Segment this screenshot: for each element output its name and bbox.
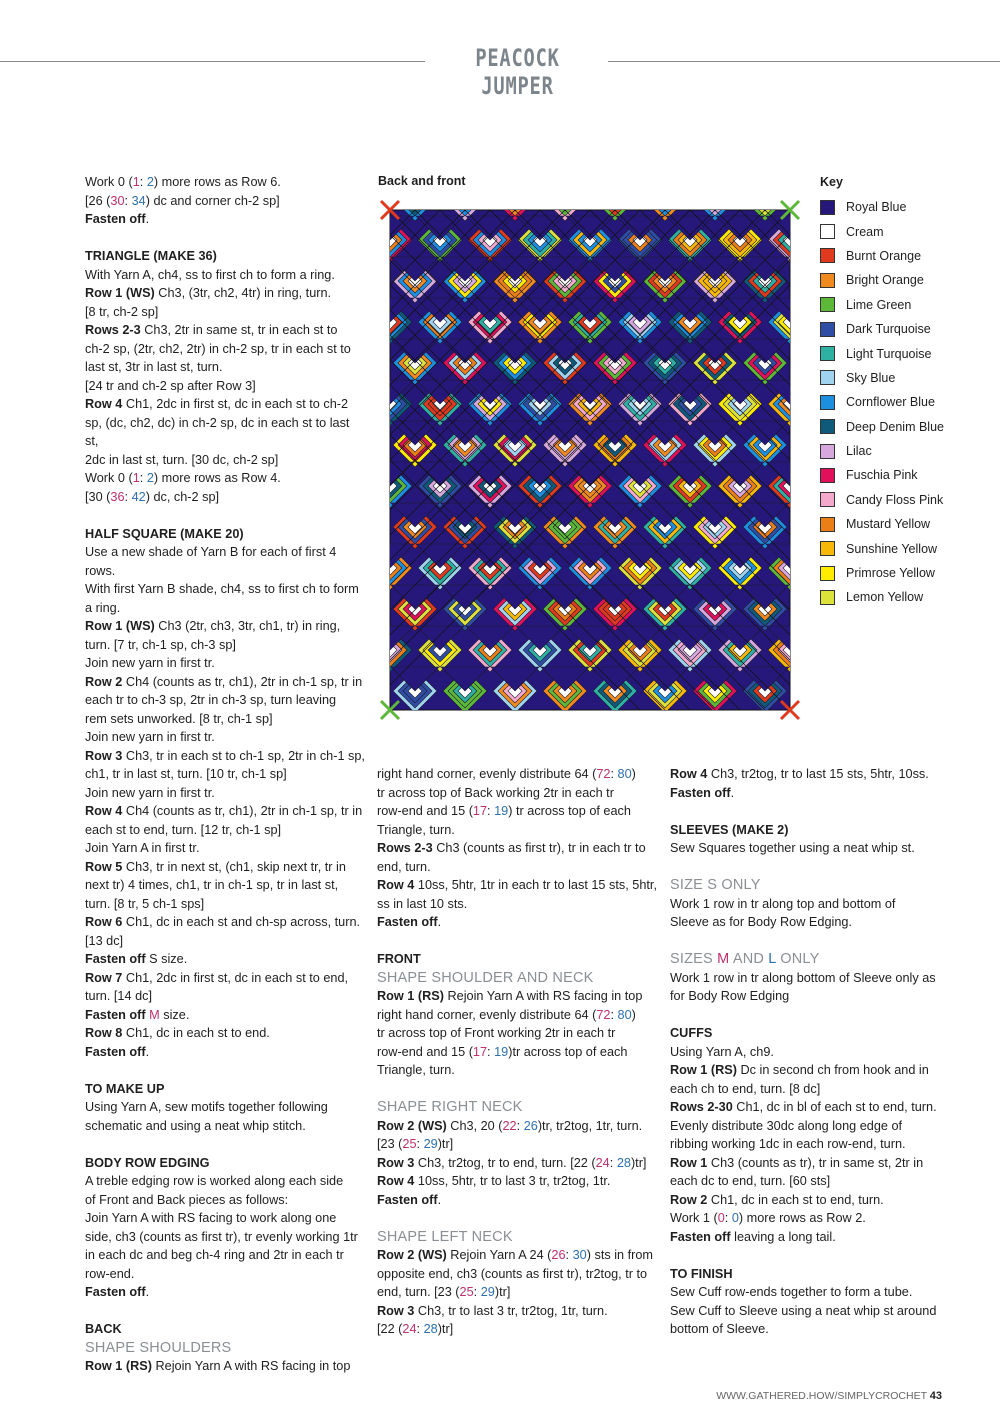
- chart-motif-triangle: [791, 503, 804, 527]
- subheading-shape-right-neck: SHAPE RIGHT NECK: [377, 1099, 523, 1115]
- key-item: [820, 219, 944, 243]
- chart-motif-band: [798, 510, 804, 544]
- section-heading-body-row-edging: BODY ROW EDGING: [85, 1155, 210, 1170]
- chart-motif-band: [376, 346, 382, 380]
- text-line: Row 4 Ch4 (counts as tr, ch1), 2tr in ch-1 sp, tr in: [85, 804, 363, 818]
- text-line: With Yarn A, ch4, ss to first ch to form a ring.: [85, 267, 335, 282]
- chart-motif-band: [803, 679, 804, 703]
- text-line: in each dc and beg ch-4 ring and 2tr in each tr: [85, 1248, 344, 1262]
- chart-motif-band: [458, 196, 472, 206]
- chart-motif-triangle: [541, 196, 589, 199]
- text-line: Row 1 (RS) Rejoin Yarn A with RS facing in top: [377, 989, 643, 1003]
- key-label: Sky Blue: [846, 370, 896, 385]
- chart-motif-band: [798, 346, 804, 380]
- text-line: Fasten off M size.: [85, 1007, 190, 1022]
- chart-motif-band: [798, 196, 804, 216]
- key-swatch: [820, 395, 835, 410]
- key-label: Mustard Yellow: [846, 517, 931, 532]
- text-line: Rows 2-3 Ch3, 2tr in same st, tr in each st to: [85, 323, 338, 337]
- text-line: turn. [8 tr, 5 ch-1 sps]: [85, 896, 205, 911]
- chart-motif-band: [803, 351, 804, 375]
- chart-motif-band: [753, 196, 777, 211]
- key-item: [820, 317, 944, 341]
- chart-motif-band: [798, 428, 804, 462]
- section-heading-sleeves: SLEEVES (MAKE 2): [670, 822, 789, 837]
- section-heading-cuffs: CUFFS: [670, 1026, 713, 1040]
- text-line: Sew Cuff to Sleeve using a neat whip st around: [670, 1303, 937, 1318]
- chart-motif-band: [793, 505, 804, 549]
- text-line: for Body Row Edging: [670, 989, 790, 1003]
- text-line: right hand corner, evenly distribute 64 (72: 80): [377, 767, 636, 781]
- text-line: [23 (25: 29)tr]: [377, 1137, 454, 1151]
- fasten-off: Fasten off.: [377, 1192, 442, 1207]
- text-line: Join new yarn in first tr.: [85, 656, 215, 670]
- key-item: [820, 561, 944, 585]
- page-title: PEACOCK JUMPER: [475, 44, 560, 100]
- text-line: Row 4 10ss, 5htr, tr to last 3 tr, tr2tog, 1tr.: [377, 1174, 611, 1188]
- chart-motif-band: [376, 351, 377, 375]
- chart-motif-triangle: [791, 421, 804, 445]
- chart-motif-triangle: [376, 339, 389, 363]
- key-swatch: [820, 224, 835, 239]
- chart-motif-band: [803, 515, 804, 539]
- chart-motif-band: [376, 515, 377, 539]
- chart-motif-band: [658, 196, 672, 206]
- text-line: each ch to end, turn. [8 dc]: [670, 1081, 821, 1096]
- fasten-off: Fasten off.: [85, 1285, 150, 1299]
- key-label: Primrose Yellow: [846, 566, 935, 581]
- chart-motif-triangle: [741, 196, 789, 199]
- text-line: Work 1 row in tr along top and bottom of: [670, 896, 896, 911]
- text-line: Row 2 Ch4 (counts as tr, ch1), 2tr in ch-1 sp, tr in: [85, 674, 363, 689]
- section-heading-to-finish: TO FINISH: [670, 1266, 733, 1281]
- section-heading-half-square: HALF SQUARE (MAKE 20): [85, 526, 244, 541]
- text-line: turn. [14 dc]: [85, 989, 152, 1003]
- chart-motif-band: [503, 196, 527, 211]
- footer: [716, 1390, 942, 1402]
- text-line: Join new yarn in first tr.: [85, 785, 215, 800]
- key-swatch: [820, 346, 835, 361]
- text-line: Row 6 Ch1, dc in each st and ch-sp across, turn.: [85, 915, 361, 929]
- chart-motif-band: [558, 196, 572, 206]
- chart-grid-line: [376, 210, 390, 710]
- text-line: Use a new shade of Yarn B for each of first 4 rows.: [85, 545, 337, 578]
- text-line: end, turn.: [377, 859, 431, 874]
- text-line: Work 0 (1: 2) more rows as Row 6.: [85, 175, 281, 189]
- text-line: [8 tr, ch-2 sp]: [85, 304, 159, 319]
- chart-motif-band: [376, 423, 387, 467]
- text-line: Fasten off S size.: [85, 952, 188, 966]
- text-line: Row 5 Ch3, tr in next st, (ch1, skip next tr, tr in: [85, 859, 346, 874]
- chart-motif-band: [803, 196, 804, 211]
- text-line: Rows 2-3 Ch3 (counts as first tr), tr in each tr to: [377, 841, 646, 855]
- chart-motif-band: [793, 423, 804, 467]
- key-swatch: [820, 297, 835, 312]
- text-line: rem sets unworked. [8 tr, ch-1 sp]: [85, 711, 273, 726]
- column-1: [85, 173, 365, 1376]
- chart-motif-band: [376, 196, 382, 216]
- text-line: [13 dc]: [85, 933, 124, 948]
- key-item: [820, 415, 944, 439]
- text-line: turn. [7 tr, ch-1 sp, ch-3 sp]: [85, 637, 236, 652]
- text-line: Sleeve as for Body Row Edging.: [670, 915, 852, 929]
- chart-motif-band: [793, 341, 804, 385]
- key-label: Burnt Orange: [846, 248, 922, 263]
- chart-motif-band: [376, 341, 387, 385]
- fasten-off: Fasten off.: [377, 915, 442, 929]
- text-line: Row 7 Ch1, 2dc in first st, dc in each st to end,: [85, 970, 349, 985]
- key-label: Bright Orange: [846, 273, 924, 288]
- text-line: [24 tr and ch-2 sp after Row 3]: [85, 378, 256, 393]
- key-label: Light Turquoise: [846, 346, 932, 361]
- colour-key: [820, 175, 944, 610]
- key-label: Dark Turquoise: [846, 322, 931, 337]
- chart-motif-band: [376, 510, 382, 544]
- chart-motif-band: [376, 505, 387, 549]
- key-item: [820, 512, 944, 536]
- text-line: each dc to end, turn. [60 sts]: [670, 1174, 831, 1188]
- text-line: bottom of Sleeve.: [670, 1322, 769, 1336]
- chart-motif-band: [758, 196, 772, 206]
- chart-motif-triangle: [376, 421, 389, 445]
- key-label: Sunshine Yellow: [846, 541, 938, 556]
- text-line: ss in last 10 sts.: [377, 896, 468, 911]
- key-label: Candy Floss Pink: [846, 492, 944, 507]
- chart-motif-triangle: [791, 585, 804, 609]
- key-swatch: [820, 444, 835, 459]
- text-line: Row 1 (WS) Ch3 (2tr, ch3, 3tr, ch1, tr) in ring,: [85, 619, 341, 633]
- text-line: Using Yarn A, ch9.: [670, 1044, 774, 1059]
- text-line: each tr to ch-3 sp, 2tr in ch-3 sp, turn leaving: [85, 693, 337, 707]
- text-line: Row 1 (WS) Ch3, (3tr, ch2, 4tr) in ring, turn.: [85, 286, 332, 300]
- text-line: Join new yarn in first tr.: [85, 730, 215, 744]
- column-2: [377, 765, 662, 1339]
- key-item: [820, 244, 944, 268]
- text-line: ribbing working 1dc in each row-end, turn.: [670, 1137, 906, 1151]
- text-line: next tr) 4 times, ch1, tr in ch-1 sp, tr in last st,: [85, 878, 339, 892]
- key-item: [820, 195, 944, 219]
- subheading-shape-shoulder-neck: SHAPE SHOULDER AND NECK: [377, 969, 594, 986]
- text-line: Row 1 (RS) Rejoin Yarn A with RS facing in top: [85, 1359, 351, 1373]
- chart-grid-line: [790, 210, 804, 710]
- header-rule-left: [0, 61, 425, 62]
- text-line: right hand corner, evenly distribute 64 (72: 80): [377, 1007, 636, 1022]
- key-label: Royal Blue: [846, 200, 907, 215]
- text-line: each st to end, turn. [12 tr, ch-1 sp]: [85, 822, 282, 837]
- footer-url[interactable]: WWW.GATHERED.HOW/SIMPLYCROCHET: [716, 1390, 927, 1402]
- text-line: Using Yarn A, sew motifs together following: [85, 1100, 328, 1114]
- text-line: Work 1 (0: 0) more rows as Row 2.: [670, 1211, 866, 1225]
- chart-motif-band: [376, 587, 387, 631]
- text-line: Sew Cuff row-ends together to form a tube.: [670, 1285, 913, 1299]
- chart-motif-band: [708, 196, 722, 206]
- text-line: row-end and 15 (17: 19)tr across top of each: [377, 1044, 628, 1059]
- key-item: [820, 536, 944, 560]
- key-swatch: [820, 273, 835, 288]
- chart-motif-triangle: [376, 667, 389, 691]
- text-line: Work 1 row in tr along bottom of Sleeve only as: [670, 970, 936, 985]
- key-swatch: [820, 370, 835, 385]
- text-line: Rows 2-30 Ch1, dc in bl of each st to end, turn.: [670, 1100, 937, 1114]
- text-line: Sew Squares together using a neat whip st.: [670, 841, 915, 855]
- subheading-size-s: SIZE S ONLY: [670, 877, 761, 893]
- text-line: of Front and Back pieces as follows:: [85, 1192, 289, 1207]
- chart-motif-band: [798, 592, 804, 626]
- text-line: Fasten off leaving a long tail.: [670, 1229, 836, 1244]
- chart-title: Back and front: [378, 174, 466, 188]
- chart-motif-band: [603, 196, 627, 211]
- text-line: Triangle, turn.: [377, 1063, 455, 1077]
- back-and-front-chart: [376, 196, 804, 724]
- key-label: Fuschia Pink: [846, 468, 918, 483]
- chart-motif-band: [376, 259, 387, 303]
- key-swatch: [820, 590, 835, 605]
- text-line: ch1, tr in last st, turn. [10 tr, ch-1 sp]: [85, 767, 287, 781]
- text-line: Row 2 Ch1, dc in each st to end, turn.: [670, 1192, 884, 1207]
- chart-motif-triangle: [376, 257, 389, 281]
- text-line: Row 4 10ss, 5htr, 1tr in each tr to last 15 sts, 5htr,: [377, 878, 657, 892]
- chart-motif-band: [376, 428, 382, 462]
- key-swatch: [820, 566, 835, 581]
- chart-motif-triangle: [441, 196, 489, 199]
- key-swatch: [820, 200, 835, 215]
- fasten-off: Fasten off.: [85, 212, 150, 226]
- chart-motif-band: [376, 679, 377, 703]
- text-line: schematic and using a neat whip stitch.: [85, 1118, 306, 1133]
- text-line: Row 3 Ch3, tr2tog, tr to end, turn. [22 (24: 28)tr]: [377, 1155, 647, 1170]
- text-line: opposite end, ch3 (counts as first tr), tr2tog, tr to: [377, 1266, 648, 1281]
- key-item: [820, 268, 944, 292]
- key-item: [820, 341, 944, 365]
- section-heading-make-up: TO MAKE UP: [85, 1081, 165, 1096]
- text-line: Row 4 Ch1, 2dc in first st, dc in each st to ch-2: [85, 397, 349, 411]
- chart-motif-triangle: [491, 196, 539, 199]
- key-item: [820, 390, 944, 414]
- text-line: [22 (24: 28)tr]: [377, 1322, 454, 1336]
- key-swatch: [820, 541, 835, 556]
- chart-motif-band: [376, 597, 377, 621]
- key-swatch: [820, 419, 835, 434]
- page-number: 43: [929, 1390, 942, 1402]
- text-line: row-end.: [85, 1266, 135, 1281]
- text-line: Evenly distribute 30dc along long edge of: [670, 1118, 903, 1133]
- chart-motif-band: [376, 433, 377, 457]
- text-line: a ring.: [85, 600, 121, 615]
- chart-motif-band: [553, 196, 577, 211]
- text-line: sp, (dc, ch2, dc) in ch-2 sp, dc in each st to last st,: [85, 415, 350, 448]
- chart-motif-triangle: [376, 503, 389, 527]
- text-line: end, turn. [23 (25: 29)tr]: [377, 1285, 511, 1299]
- text-line: Row 8 Ch1, dc in each st to end.: [85, 1026, 270, 1040]
- chart-motif-triangle: [791, 667, 804, 691]
- key-item: [820, 366, 944, 390]
- text-line: A treble edging row is worked along each side: [85, 1174, 344, 1188]
- key-item: [820, 585, 944, 609]
- chart-motif-triangle: [791, 257, 804, 281]
- chart-motif-band: [453, 196, 477, 211]
- key-label: Lilac: [846, 444, 872, 459]
- chart-motif-band: [793, 587, 804, 631]
- key-label: Deep Denim Blue: [846, 419, 944, 434]
- chart-motif-band: [803, 433, 804, 457]
- chart-motif-triangle: [641, 196, 689, 199]
- chart-motif-band: [803, 269, 804, 293]
- text-line: Work 0 (1: 2) more rows as Row 4.: [85, 471, 281, 485]
- text-line: [26 (30: 34) dc and corner ch-2 sp]: [85, 193, 280, 208]
- key-label: Lime Green: [846, 297, 912, 312]
- text-line: Join Yarn A with RS facing to work along one: [85, 1211, 337, 1225]
- text-line: 2dc in last st, turn. [30 dc, ch-2 sp]: [85, 452, 279, 467]
- text-line: row-end and 15 (17: 19) tr across top of each: [377, 804, 631, 818]
- chart-motif-band: [508, 196, 522, 206]
- key-item: [820, 293, 944, 317]
- chart-motif-band: [376, 269, 377, 293]
- key-label: Lemon Yellow: [846, 590, 924, 605]
- text-line: side, ch3 (counts as first tr), tr evenly working 1tr: [85, 1229, 358, 1244]
- chart-motif-triangle: [376, 196, 389, 199]
- chart-motif-band: [376, 592, 382, 626]
- text-line: Row 3 Ch3, tr to last 3 tr, tr2tog, 1tr, turn.: [377, 1303, 608, 1318]
- chart-motif-band: [408, 196, 422, 206]
- chart-motif-triangle: [791, 339, 804, 363]
- text-line: Row 1 (RS) Dc in second ch from hook and in: [670, 1063, 929, 1077]
- section-heading-triangle: TRIANGLE (MAKE 36): [85, 249, 217, 263]
- key-swatch: [820, 248, 835, 263]
- text-line: Row 2 (WS) Ch3, 20 (22: 26)tr, tr2tog, 1tr, turn.: [377, 1118, 643, 1133]
- key-item: [820, 463, 944, 487]
- section-heading-back: BACK: [85, 1322, 122, 1336]
- text-line: Triangle, turn.: [377, 822, 455, 837]
- text-line: Join Yarn A in first tr.: [85, 841, 200, 855]
- subheading-shape-shoulders: SHAPE SHOULDERS: [85, 1339, 232, 1356]
- chart-motif-band: [403, 196, 427, 211]
- header-rule-right: [608, 61, 1000, 62]
- subheading-sizes-m-l: SIZES M AND L ONLY: [670, 951, 820, 967]
- chart-motif-band: [653, 196, 677, 211]
- column-3: [670, 765, 960, 1339]
- chart-motif-triangle: [691, 196, 739, 199]
- chart-motif-triangle: [591, 196, 639, 199]
- key-label: Cornflower Blue: [846, 395, 935, 410]
- text-line: Row 4 Ch3, tr2tog, tr to last 15 sts, 5htr, 10ss.: [670, 767, 929, 781]
- key-swatch: [820, 492, 835, 507]
- fasten-off: Fasten off.: [670, 785, 735, 800]
- chart-motif-band: [703, 196, 727, 211]
- chart-motif-triangle: [791, 196, 804, 199]
- text-line: tr across top of Front working 2tr in each tr: [377, 1026, 616, 1040]
- key-item: [820, 488, 944, 512]
- chart-motif-band: [376, 264, 382, 298]
- key-swatch: [820, 322, 835, 337]
- text-line: Row 2 (WS) Rejoin Yarn A 24 (26: 30) sts in from: [377, 1248, 653, 1262]
- fasten-off: Fasten off.: [85, 1044, 150, 1059]
- chart-motif-band: [803, 597, 804, 621]
- section-heading-front: FRONT: [377, 952, 421, 966]
- text-line: Row 1 Ch3 (counts as tr), tr in same st, 2tr in: [670, 1155, 924, 1170]
- key-title: Key: [820, 175, 843, 189]
- chart-motif-band: [798, 264, 804, 298]
- text-line: ch-2 sp, (2tr, ch2, 2tr) in ch-2 sp, tr in each st to: [85, 341, 351, 356]
- text-line: With first Yarn B shade, ch4, ss to first ch to form: [85, 582, 359, 596]
- chart-motif-triangle: [376, 585, 389, 609]
- chart-motif-band: [376, 196, 377, 211]
- text-line: [30 (36: 42) dc, ch-2 sp]: [85, 489, 220, 504]
- text-line: Row 3 Ch3, tr in each st to ch-1 sp, 2tr in ch-1 sp,: [85, 748, 365, 763]
- chart-motif-band: [608, 196, 622, 206]
- chart-motif-band: [793, 259, 804, 303]
- key-swatch: [820, 517, 835, 532]
- key-item: [820, 439, 944, 463]
- key-label: Cream: [846, 224, 884, 239]
- text-line: last st, 3tr in last st, turn.: [85, 360, 223, 374]
- chart-motif-triangle: [391, 196, 439, 199]
- subheading-shape-left-neck: SHAPE LEFT NECK: [377, 1228, 513, 1245]
- key-swatch: [820, 468, 835, 483]
- text-line: tr across top of Back working 2tr in each tr: [377, 785, 614, 800]
